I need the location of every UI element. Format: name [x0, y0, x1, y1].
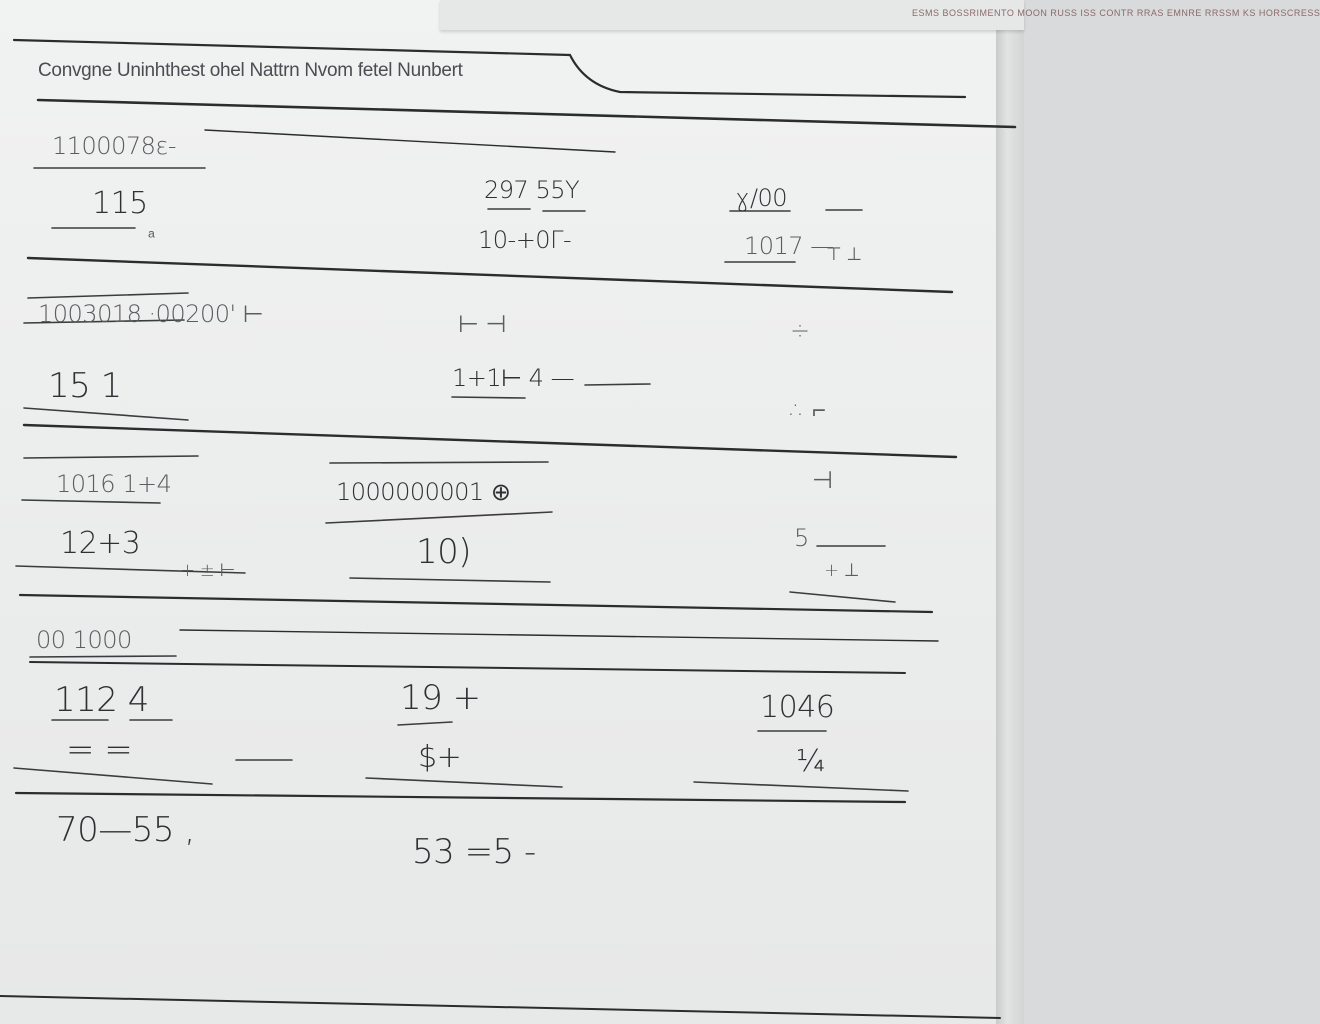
row4-cell2-underline — [366, 778, 562, 787]
row3-cell3-line3: + ⊥ — [824, 560, 859, 581]
row4-cell3-line2: ¼ — [796, 744, 825, 779]
row3-cell2-line2: 10) — [416, 532, 472, 572]
row1-header: 1100078ε- — [52, 132, 177, 160]
row2-divider — [24, 425, 956, 457]
row1-cell2-underline — [488, 209, 585, 211]
row3-cell2-line1: 1000000001 ⊕ — [336, 478, 511, 506]
row1-cell1-line2: ᵃ — [148, 226, 155, 247]
row4-header-underline — [30, 656, 176, 657]
row4-cell2-line1: 19 + — [400, 678, 481, 718]
row1-cell2-line1: 297 55Y — [484, 176, 580, 204]
row1-cell3-line1: ɣ/00 — [734, 184, 788, 212]
row4-top-rule — [30, 662, 905, 673]
row1-divider — [28, 258, 952, 292]
row4-cell1-underline — [14, 760, 292, 784]
row1-cell3-line2: 1017 — — [744, 232, 834, 260]
row4-cell3-line1: 1046 — [760, 690, 835, 725]
row3-header: 1016 1+4 — [56, 470, 172, 498]
row2-header: 1003018 ·00200' ⊢ — [38, 300, 264, 328]
row4-cell3-underline — [694, 782, 908, 791]
row4-cell2-fraction-bar — [398, 722, 452, 725]
page-title: Convgne Uninhthest ohel Nattrn Nvom fetel Nunbert — [38, 60, 463, 81]
row3-divider — [20, 595, 932, 612]
row1-cell2-line2: 10-+0Γ- — [478, 226, 572, 254]
row1-cell3-line3: ⊤ ⊥ — [826, 244, 862, 265]
row3-cell3-line2: 5 — [794, 524, 809, 552]
row4-guide-line — [180, 630, 938, 641]
bottom-edge-line — [0, 996, 1000, 1018]
row3-cell2-underline — [350, 578, 550, 582]
row2-cell3-line1: ÷ — [790, 316, 810, 344]
row5-cell1-line1: 70—55 , — [56, 810, 195, 850]
row3-cell3-line1: ⊣ — [812, 466, 833, 494]
row4-header: 00 1000 — [36, 626, 132, 654]
row4-cell1-line1: 112 4 — [54, 680, 149, 720]
row2-cell1-underline — [24, 408, 188, 420]
background-print-text: ESMS BOSSRIMENTO MOON RUSS ISS CONTR RRAS EMNRE RRSSM KS HORSCRESS — [912, 8, 1320, 18]
row2-cell2-line1: ⊢ ⊣ — [458, 310, 506, 338]
row2-cell2-line2: 1+1⊢ 4 — — [452, 364, 575, 392]
row1-cell1-line1: 115 — [92, 186, 148, 221]
row4-cell1-line2: = = — [66, 730, 133, 770]
row3-cell1-line2: + ± ⊢ — [180, 560, 235, 581]
title-underline — [38, 100, 1015, 127]
row5-cell2-line1: 53 =5 - — [412, 832, 536, 872]
row1-guide-line — [205, 130, 615, 152]
row4-cell2-line2: $+ — [418, 740, 462, 775]
row4-divider — [16, 793, 905, 802]
row2-cell1-line1: 15 1 — [48, 366, 122, 406]
row3-cell1-line1: 12+3 — [60, 526, 141, 561]
row2-cell3-line2: ∴ ⌐ — [790, 396, 826, 424]
